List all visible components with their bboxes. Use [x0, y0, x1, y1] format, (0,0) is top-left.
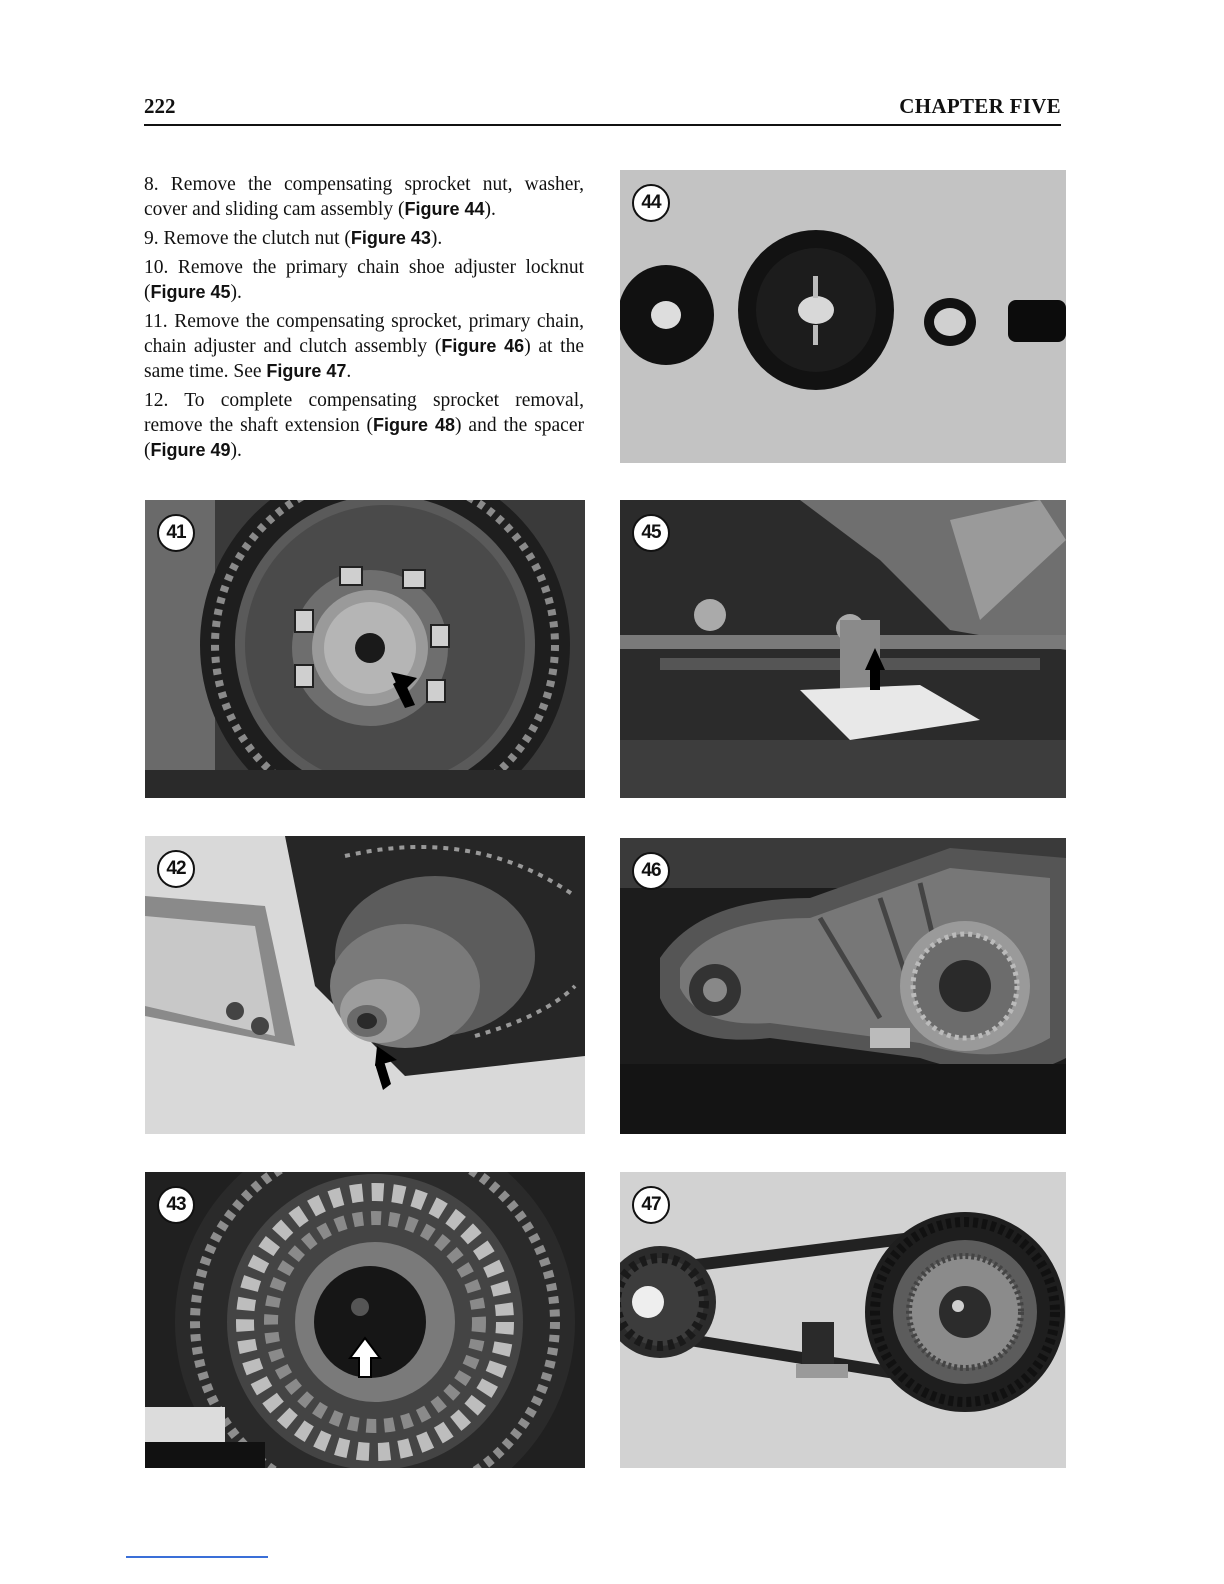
instruction-steps — [144, 172, 584, 467]
footer-line — [126, 1556, 268, 1558]
header-rule — [144, 124, 1061, 126]
figure-42-badge: 42 — [157, 850, 195, 888]
figure-45-image — [620, 500, 1066, 798]
page-header — [144, 94, 1061, 126]
figure-41-photo — [145, 500, 585, 798]
figure-44-badge: 44 — [632, 184, 670, 222]
figure-46-image — [620, 838, 1066, 1134]
figure-47-badge: 47 — [632, 1186, 670, 1224]
figure-43-badge: 43 — [157, 1186, 195, 1224]
figure-47-image — [620, 1172, 1066, 1468]
figure-42-image — [145, 836, 585, 1134]
page-number: 222 — [144, 94, 176, 118]
step-9: 9. Remove the clutch nut (Figure 43). — [144, 228, 443, 249]
figure-41-image — [145, 500, 585, 798]
figure-43-photo — [145, 1172, 585, 1468]
figure-44-image — [620, 170, 1066, 463]
figure-46-photo — [620, 838, 1066, 1134]
figure-47-photo — [620, 1172, 1066, 1468]
chapter-title: CHAPTER FIVE — [899, 94, 1061, 118]
figure-45-badge: 45 — [632, 514, 670, 552]
figure-44-photo — [620, 170, 1066, 463]
step-10: 10. Remove the primary chain shoe adjuster locknut (Figure 45). — [144, 257, 584, 303]
step-8: 8. Remove the compensating sprocket nut, washer, cover and sliding cam assembly (Figure 44). — [144, 174, 584, 220]
figure-46-badge: 46 — [632, 852, 670, 890]
figure-43-image — [145, 1172, 585, 1468]
figure-41-badge: 41 — [157, 514, 195, 552]
step-12: 12. To complete compensating sprocket removal, remove the shaft extension (Figure 48) and the spacer (Figure 49). — [144, 390, 584, 461]
figure-45-photo — [620, 500, 1066, 798]
step-11: 11. Remove the compensating sprocket, primary chain, chain adjuster and clutch assembly (Figure 46) at the same time. See Figure 47. — [144, 311, 584, 382]
figure-42-photo — [145, 836, 585, 1134]
